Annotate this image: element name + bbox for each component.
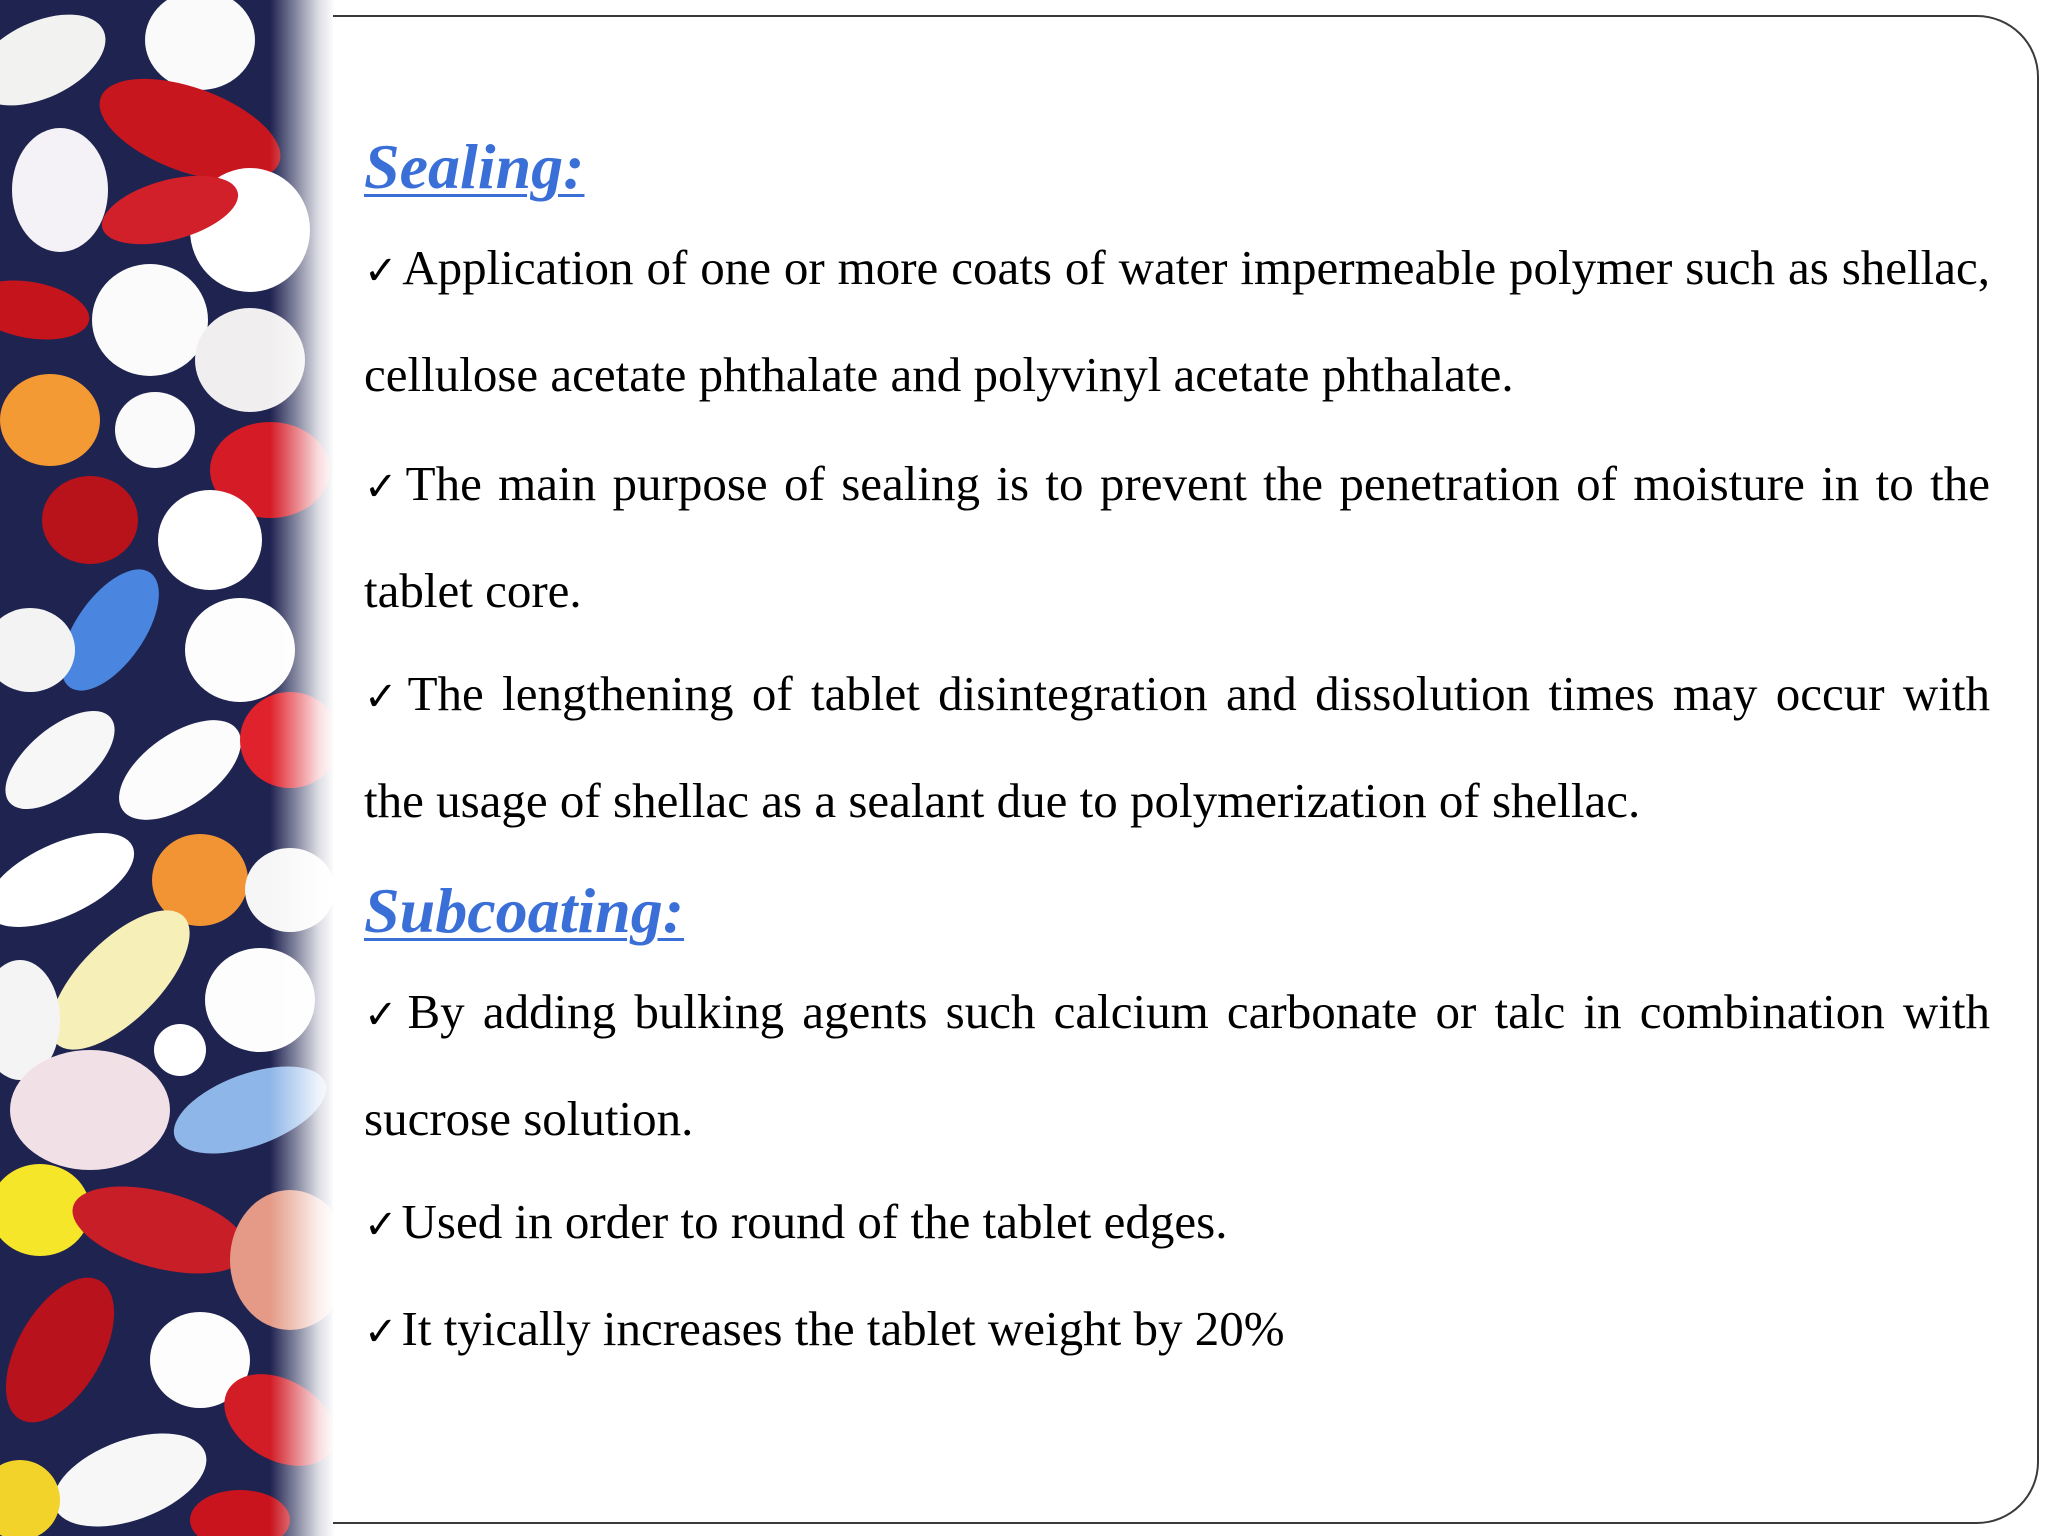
bullet-text: The main purpose of sealing is to prevent the penetration of moisture in to the tablet core. bbox=[364, 456, 1990, 618]
check-mark-icon: ✓ bbox=[364, 1309, 398, 1355]
check-mark-icon: ✓ bbox=[364, 248, 399, 294]
bullet-text: Application of one or more coats of water impermeable polymer such as shellac, cellulose acetate phthalate and polyvinyl acetate phthalate. bbox=[364, 240, 1990, 402]
bullet-item bbox=[364, 432, 1990, 642]
bullet-text: The lengthening of tablet disintegration and dissolution times may occur with the usage of shellac as a sealant due to polymerization of shellac. bbox=[364, 666, 1990, 828]
bullet-text: Used in order to round of the tablet edges. bbox=[401, 1194, 1228, 1249]
check-mark-icon: ✓ bbox=[364, 674, 404, 720]
bullet-text: It tyically increases the tablet weight by 20% bbox=[401, 1301, 1285, 1356]
pills-image-strip bbox=[0, 0, 335, 1536]
section-heading-subcoating: Subcoating: bbox=[364, 875, 685, 946]
check-mark-icon: ✓ bbox=[364, 1202, 398, 1248]
bullet-item bbox=[364, 216, 1990, 426]
slide-content bbox=[364, 118, 1990, 1536]
check-mark-icon: ✓ bbox=[364, 464, 402, 510]
bullet-item bbox=[364, 960, 1990, 1170]
bullet-item bbox=[364, 1170, 1990, 1277]
section-heading-sealing: Sealing: bbox=[364, 131, 585, 202]
strip-fade-overlay bbox=[270, 0, 335, 1536]
check-mark-icon: ✓ bbox=[364, 992, 404, 1038]
bullet-item bbox=[364, 1277, 1990, 1384]
bullet-text: By adding bulking agents such calcium carbonate or talc in combination with sucrose solution. bbox=[364, 984, 1990, 1146]
bullet-item bbox=[364, 642, 1990, 852]
